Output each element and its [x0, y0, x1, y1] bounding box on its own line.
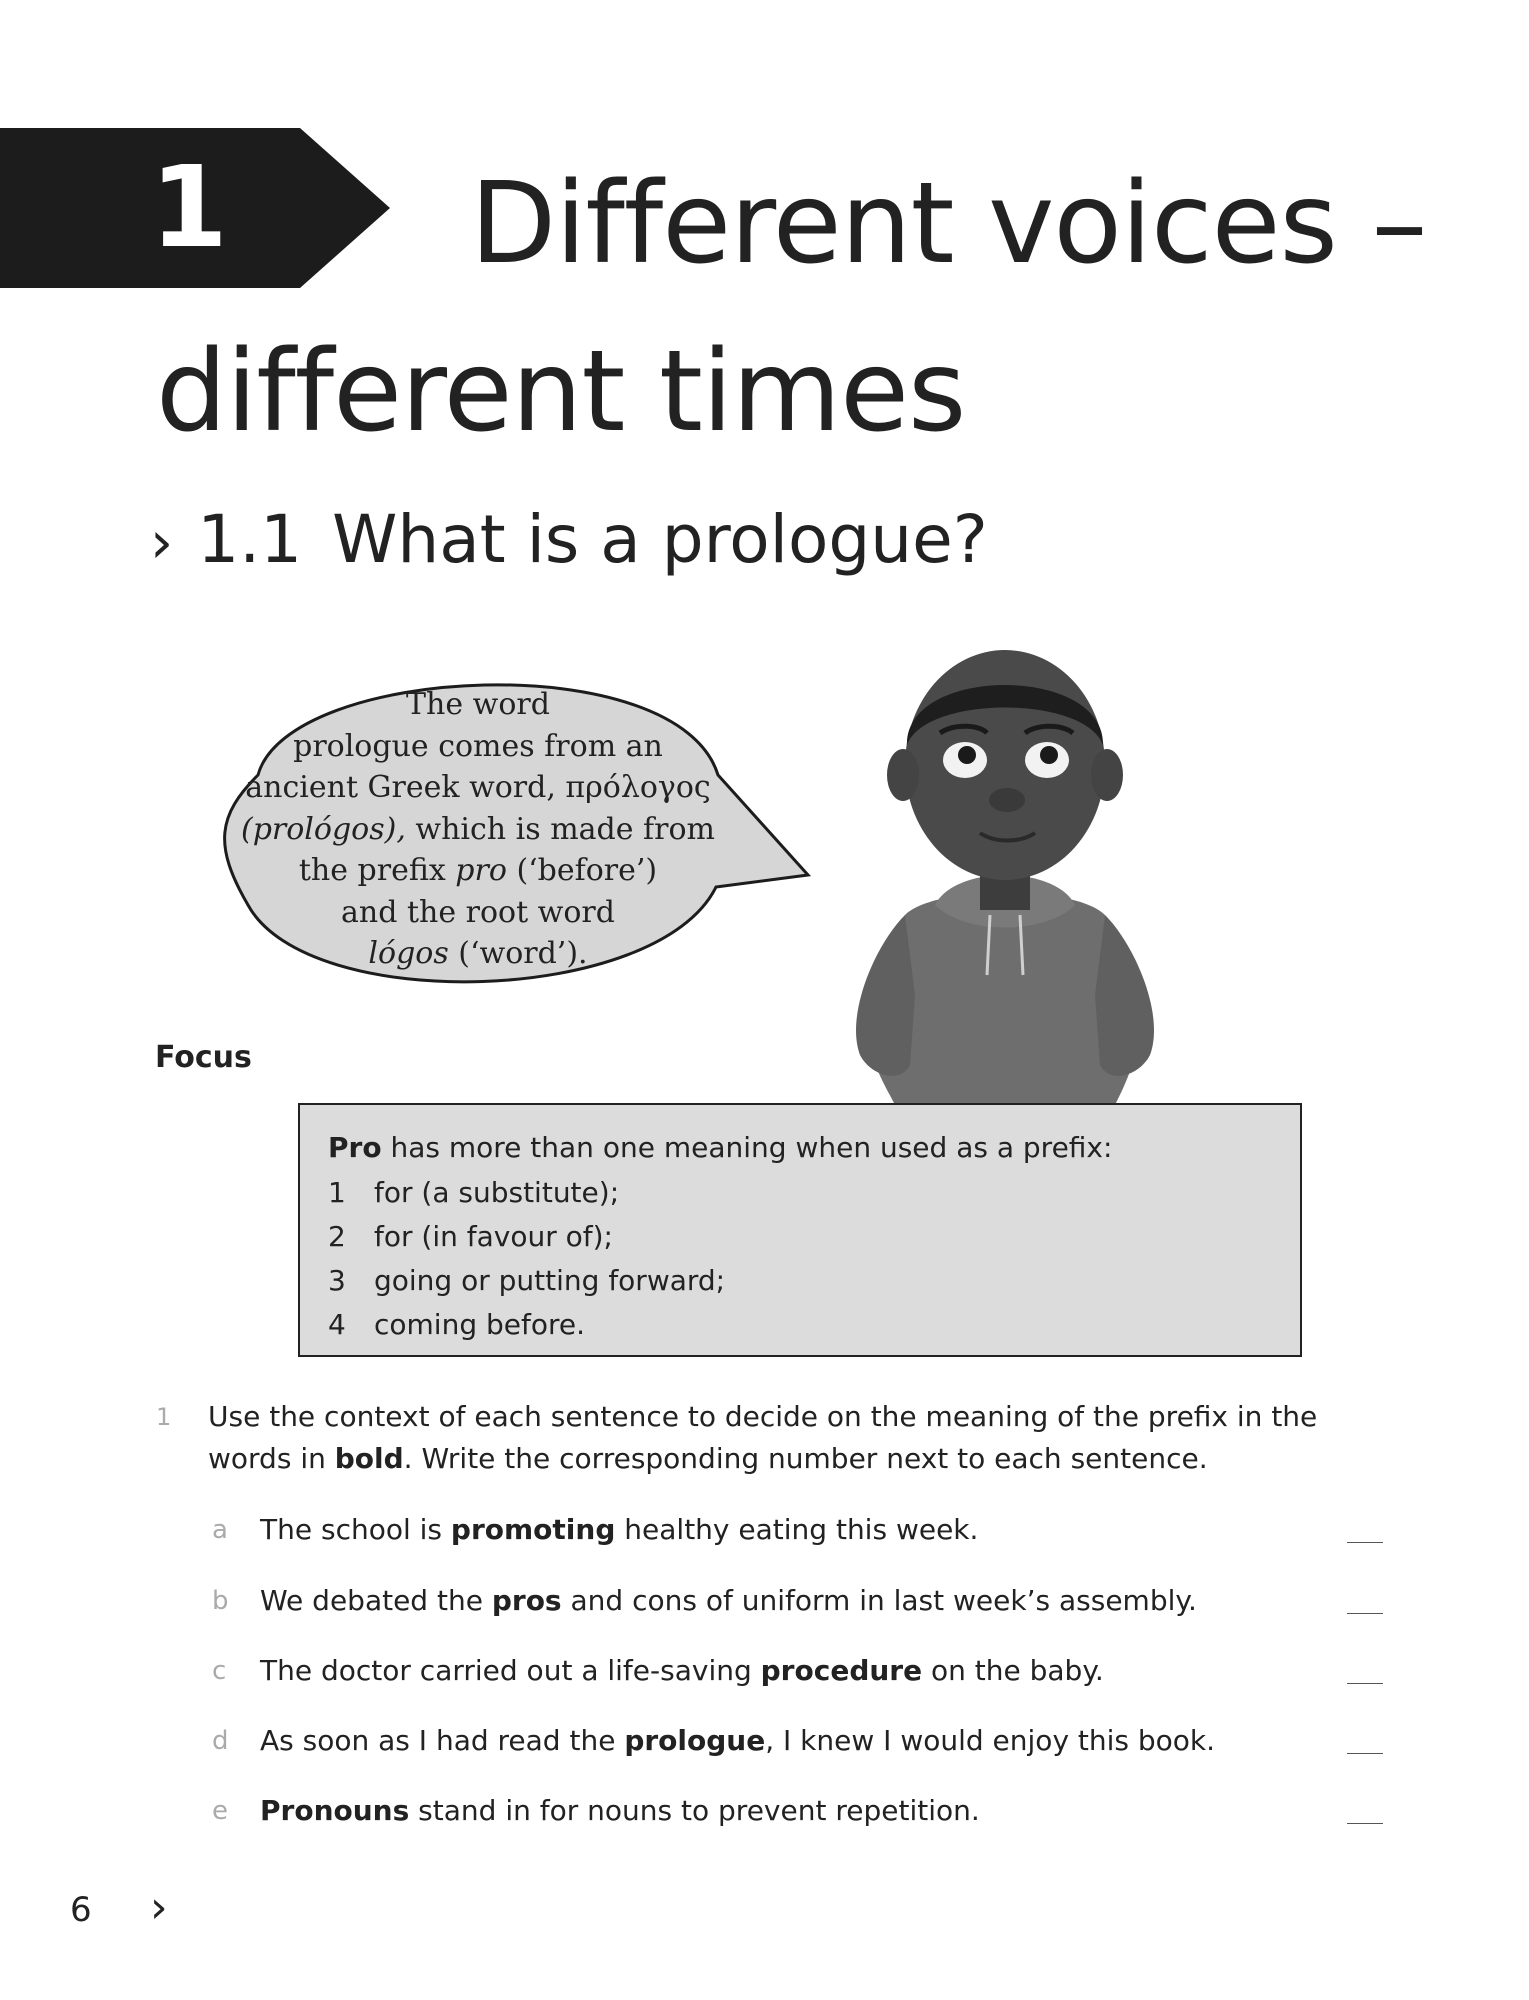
answer-blank[interactable]: [1347, 1823, 1383, 1824]
info-box: [298, 1103, 1302, 1357]
sub-question-d: d As soon as I had read the prologue, I knew I would enjoy this book.: [212, 1719, 1392, 1763]
answer-blank[interactable]: [1347, 1753, 1383, 1754]
chevron-right-icon[interactable]: ›: [150, 1882, 168, 1933]
question-text: Use the context of each sentence to decide on the meaning of the prefix in the words in bold. Write the corresponding number next to each sentence.: [208, 1400, 1318, 1475]
focus-label: Focus: [155, 1040, 252, 1075]
list-item: 2 for (in favour of);: [328, 1220, 613, 1253]
speech-bubble-text: The word prologue comes from an ancient Greek word, πρόλογος (prológos), which is made from the prefix pro (‘before’) and the root word lógos (‘word’).: [241, 687, 715, 971]
info-box-intro: Pro has more than one meaning when used as a prefix:: [328, 1131, 1113, 1164]
boy-illustration: [815, 615, 1195, 1105]
section-heading: [150, 495, 988, 587]
sub-question-b: b We debated the pros and cons of uniform in last week’s assembly.: [212, 1579, 1392, 1623]
question: [156, 1396, 1356, 1480]
list-item: 4 coming before.: [328, 1308, 586, 1341]
chapter-number: 1: [150, 143, 228, 273]
sub-question-c: c The doctor carried out a life-saving procedure on the baby.: [212, 1649, 1392, 1693]
section-number: 1.1: [197, 501, 303, 578]
answer-blank[interactable]: [1347, 1683, 1383, 1684]
chevron-right-icon: ›: [150, 508, 174, 576]
sub-question-e: e Pronouns stand in for nouns to prevent repetition.: [212, 1789, 1392, 1833]
chapter-title: Different voices – different times: [156, 159, 1427, 457]
list-item: 3 going or putting forward;: [328, 1264, 726, 1297]
section-title: What is a prologue?: [332, 501, 988, 578]
list-item: 1 for (a substitute);: [328, 1176, 620, 1209]
sub-question-a: a The school is promoting healthy eating this week.: [212, 1508, 1392, 1552]
answer-blank[interactable]: [1347, 1542, 1383, 1543]
page-number: 6: [70, 1890, 92, 1930]
answer-blank[interactable]: [1347, 1613, 1383, 1614]
question-number: 1: [156, 1403, 172, 1431]
